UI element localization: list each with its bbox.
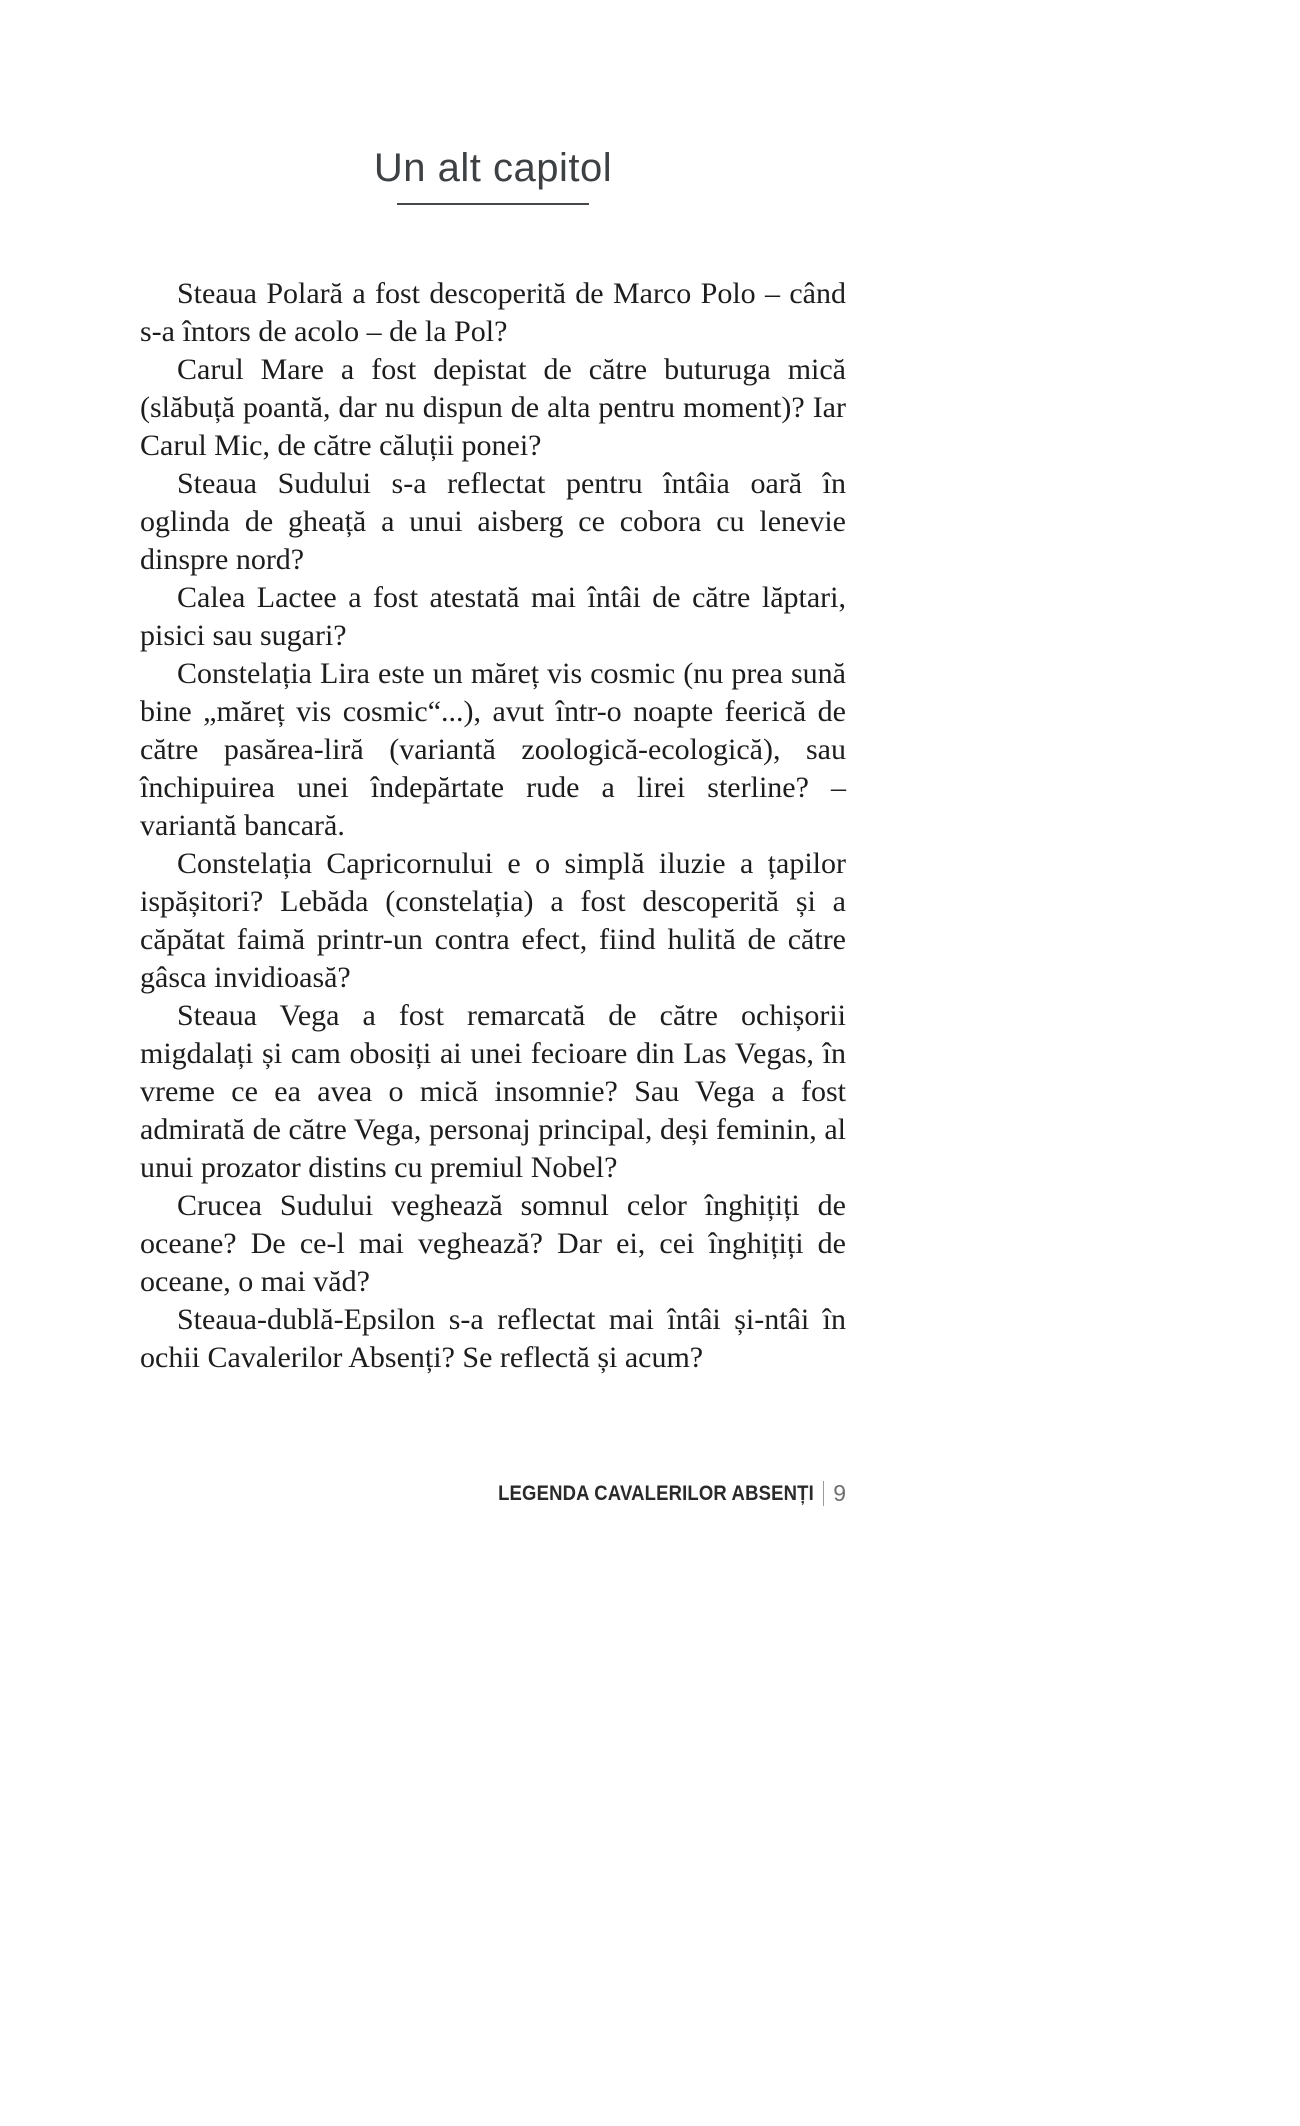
body-paragraph: Constelația Lira este un măreț vis cosmic (nu prea sună bine „măreț vis cosmic“...), avut într-o noapte feerică de către pasărea-liră (variantă zoologică-ecologică), sau închipuirea unei îndepărtate rude a lirei sterline? – variantă bancară. xyxy=(140,657,846,842)
body-paragraph: Constelația Capricornului e o simplă iluzie a țapilor ispășitori? Lebăda (constelația) a fost descoperită și a căpătat faimă printr-un contra efect, fiind hulită de către gâsca invidioasă? xyxy=(140,847,846,994)
body-paragraph: Steaua Vega a fost remarcată de către ochișorii migdalați și cam obosiți ai unei fecioare din Las Vegas, în vreme ce ea avea o mică insomnie? Sau Vega a fost admirată de către Vega, personaj principal, deși feminin, al unui prozator distins cu premiul Nobel? xyxy=(140,999,846,1184)
chapter-title: Un alt capitol xyxy=(373,146,613,190)
body-paragraph: Steaua-dublă-Epsilon s-a reflectat mai întâi și-ntâi în ochii Cavalerilor Absenți? Se reflectă și acum? xyxy=(140,1303,846,1374)
chapter-header xyxy=(140,0,846,205)
body-paragraph: Calea Lactee a fost atestată mai întâi de către lăptari, pisici sau sugari? xyxy=(140,581,846,652)
body-paragraph: Steaua Polară a fost descoperită de Marco Polo – când s-a întors de acolo – de la Pol? xyxy=(140,277,846,348)
page-number: 9 xyxy=(833,1480,846,1506)
body-paragraph: Steaua Sudului s-a reflectat pentru întâia oară în oglinda de gheață a unui aisberg ce cobora cu lenevie dinspre nord? xyxy=(140,467,846,576)
running-footer-title: LEGENDA CAVALERILOR ABSENȚI xyxy=(498,1481,815,1505)
body-paragraph: Crucea Sudului veghează somnul celor înghițiți de oceane? De ce-l mai veghează? Dar ei, cei înghițiți de oceane, o mai văd? xyxy=(140,1189,846,1298)
page-footer xyxy=(455,1480,846,1507)
book-page xyxy=(140,0,846,2126)
footer-separator xyxy=(823,1481,824,1506)
title-underline xyxy=(397,203,589,205)
body-paragraph: Carul Mare a fost depistat de către buturuga mică (slăbuță poantă, dar nu dispun de alta pentru moment)? Iar Carul Mic, de către căluții ponei? xyxy=(140,353,846,462)
chapter-body xyxy=(140,275,846,1377)
